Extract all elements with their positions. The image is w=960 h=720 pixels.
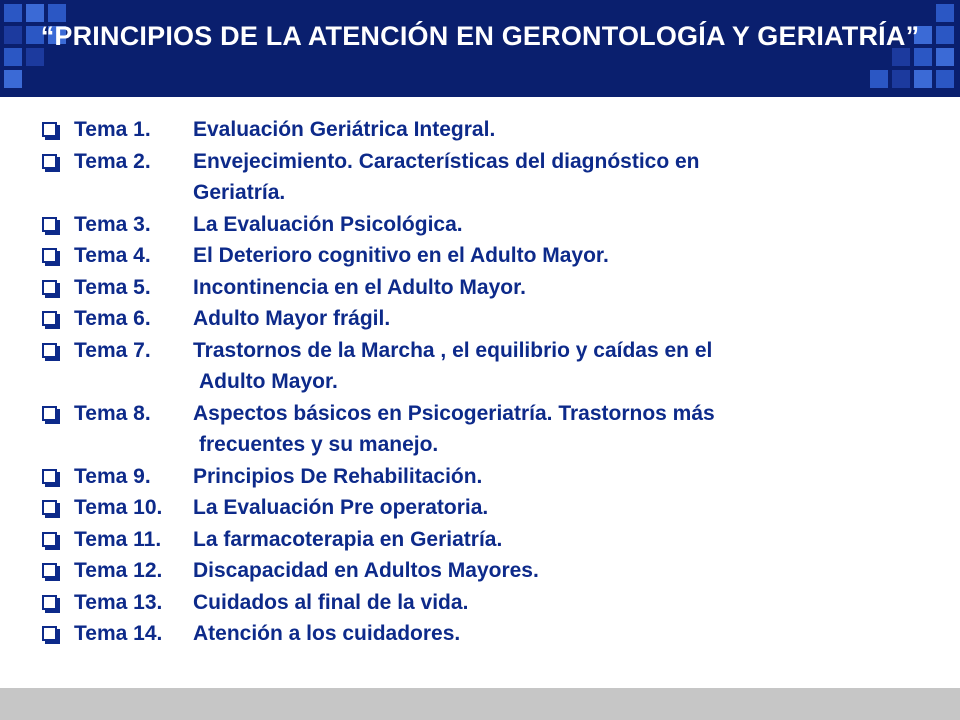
topic-number: Tema 11. — [74, 527, 162, 551]
slide-header — [0, 0, 960, 97]
topic-number: Tema 9. — [74, 464, 151, 488]
topic-item — [38, 272, 938, 304]
topic-item — [38, 492, 938, 524]
topic-text: La Evaluación Pre operatoria. — [193, 496, 489, 519]
topic-text: Trastornos de la Marcha , el equilibrio y caídas en el — [193, 338, 713, 362]
topic-number: Tema 10. — [74, 496, 163, 519]
decor-square — [4, 4, 22, 22]
checkbox-bullet-icon — [42, 217, 57, 232]
checkbox-bullet-icon — [42, 563, 57, 578]
decor-square — [936, 48, 954, 66]
decor-square — [4, 48, 22, 66]
topic-text: Adulto Mayor frágil. — [193, 307, 391, 330]
checkbox-bullet-icon — [42, 532, 57, 547]
checkbox-bullet-icon — [42, 469, 57, 484]
topic-number: Tema 3. — [74, 212, 151, 236]
topic-item — [38, 240, 938, 272]
checkbox-bullet-icon — [42, 122, 57, 137]
decor-square — [914, 70, 932, 88]
topic-number: Tema 13. — [74, 590, 163, 614]
topic-number: Tema 12. — [74, 559, 163, 582]
topic-number: Tema 2. — [74, 149, 151, 173]
topic-text-continuation: Geriatría. — [193, 181, 286, 204]
topic-text: La Evaluación Psicológica. — [193, 212, 463, 236]
topic-text: Aspectos básicos en Psicogeriatría. Trastornos más — [193, 401, 715, 425]
decor-square — [4, 26, 22, 44]
checkbox-bullet-icon — [42, 595, 57, 610]
decor-square — [892, 70, 910, 88]
topic-text: Cuidados al final de la vida. — [193, 590, 469, 614]
topic-item — [38, 335, 938, 398]
checkbox-bullet-icon — [42, 406, 57, 421]
topic-item — [38, 587, 938, 619]
topic-item — [38, 303, 938, 335]
topic-list — [38, 114, 938, 650]
decor-square — [936, 26, 954, 44]
checkbox-bullet-icon — [42, 343, 57, 358]
topic-item — [38, 146, 938, 209]
decor-square — [4, 70, 22, 88]
topic-text: Principios De Rehabilitación. — [193, 464, 483, 488]
topic-text: El Deterioro cognitivo en el Adulto Mayor. — [193, 244, 609, 267]
topic-item — [38, 461, 938, 493]
topic-item — [38, 555, 938, 587]
topic-text: Envejecimiento. Características del diagnóstico en — [193, 149, 700, 173]
topic-text: La farmacoterapia en Geriatría. — [193, 527, 503, 551]
topic-number: Tema 7. — [74, 338, 151, 362]
topic-number: Tema 6. — [74, 307, 151, 330]
checkbox-bullet-icon — [42, 154, 57, 169]
topic-text-continuation: frecuentes y su manejo. — [199, 433, 439, 456]
topic-item — [38, 398, 938, 461]
checkbox-bullet-icon — [42, 311, 57, 326]
topic-item — [38, 209, 938, 241]
checkbox-bullet-icon — [42, 626, 57, 641]
topic-item — [38, 524, 938, 556]
topic-text: Discapacidad en Adultos Mayores. — [193, 559, 539, 582]
topic-number: Tema 4. — [74, 244, 151, 267]
topic-text-continuation: Adulto Mayor. — [199, 370, 338, 393]
topic-text: Atención a los cuidadores. — [193, 622, 461, 645]
topic-text: Incontinencia en el Adulto Mayor. — [193, 275, 526, 299]
decor-square — [870, 70, 888, 88]
checkbox-bullet-icon — [42, 280, 57, 295]
checkbox-bullet-icon — [42, 248, 57, 263]
checkbox-bullet-icon — [42, 500, 57, 515]
topic-number: Tema 1. — [74, 118, 151, 141]
decor-square — [936, 70, 954, 88]
topic-number: Tema 8. — [74, 401, 151, 425]
topic-item — [38, 618, 938, 650]
topic-number: Tema 14. — [74, 622, 163, 645]
footer-bar — [0, 688, 960, 720]
topic-number: Tema 5. — [74, 275, 151, 299]
topic-text: Evaluación Geriátrica Integral. — [193, 118, 496, 141]
slide-title: “PRINCIPIOS DE LA ATENCIÓN EN GERONTOLOGÍA Y GERIATRÍA” — [40, 21, 920, 51]
topic-item — [38, 114, 938, 146]
decor-square — [936, 4, 954, 22]
